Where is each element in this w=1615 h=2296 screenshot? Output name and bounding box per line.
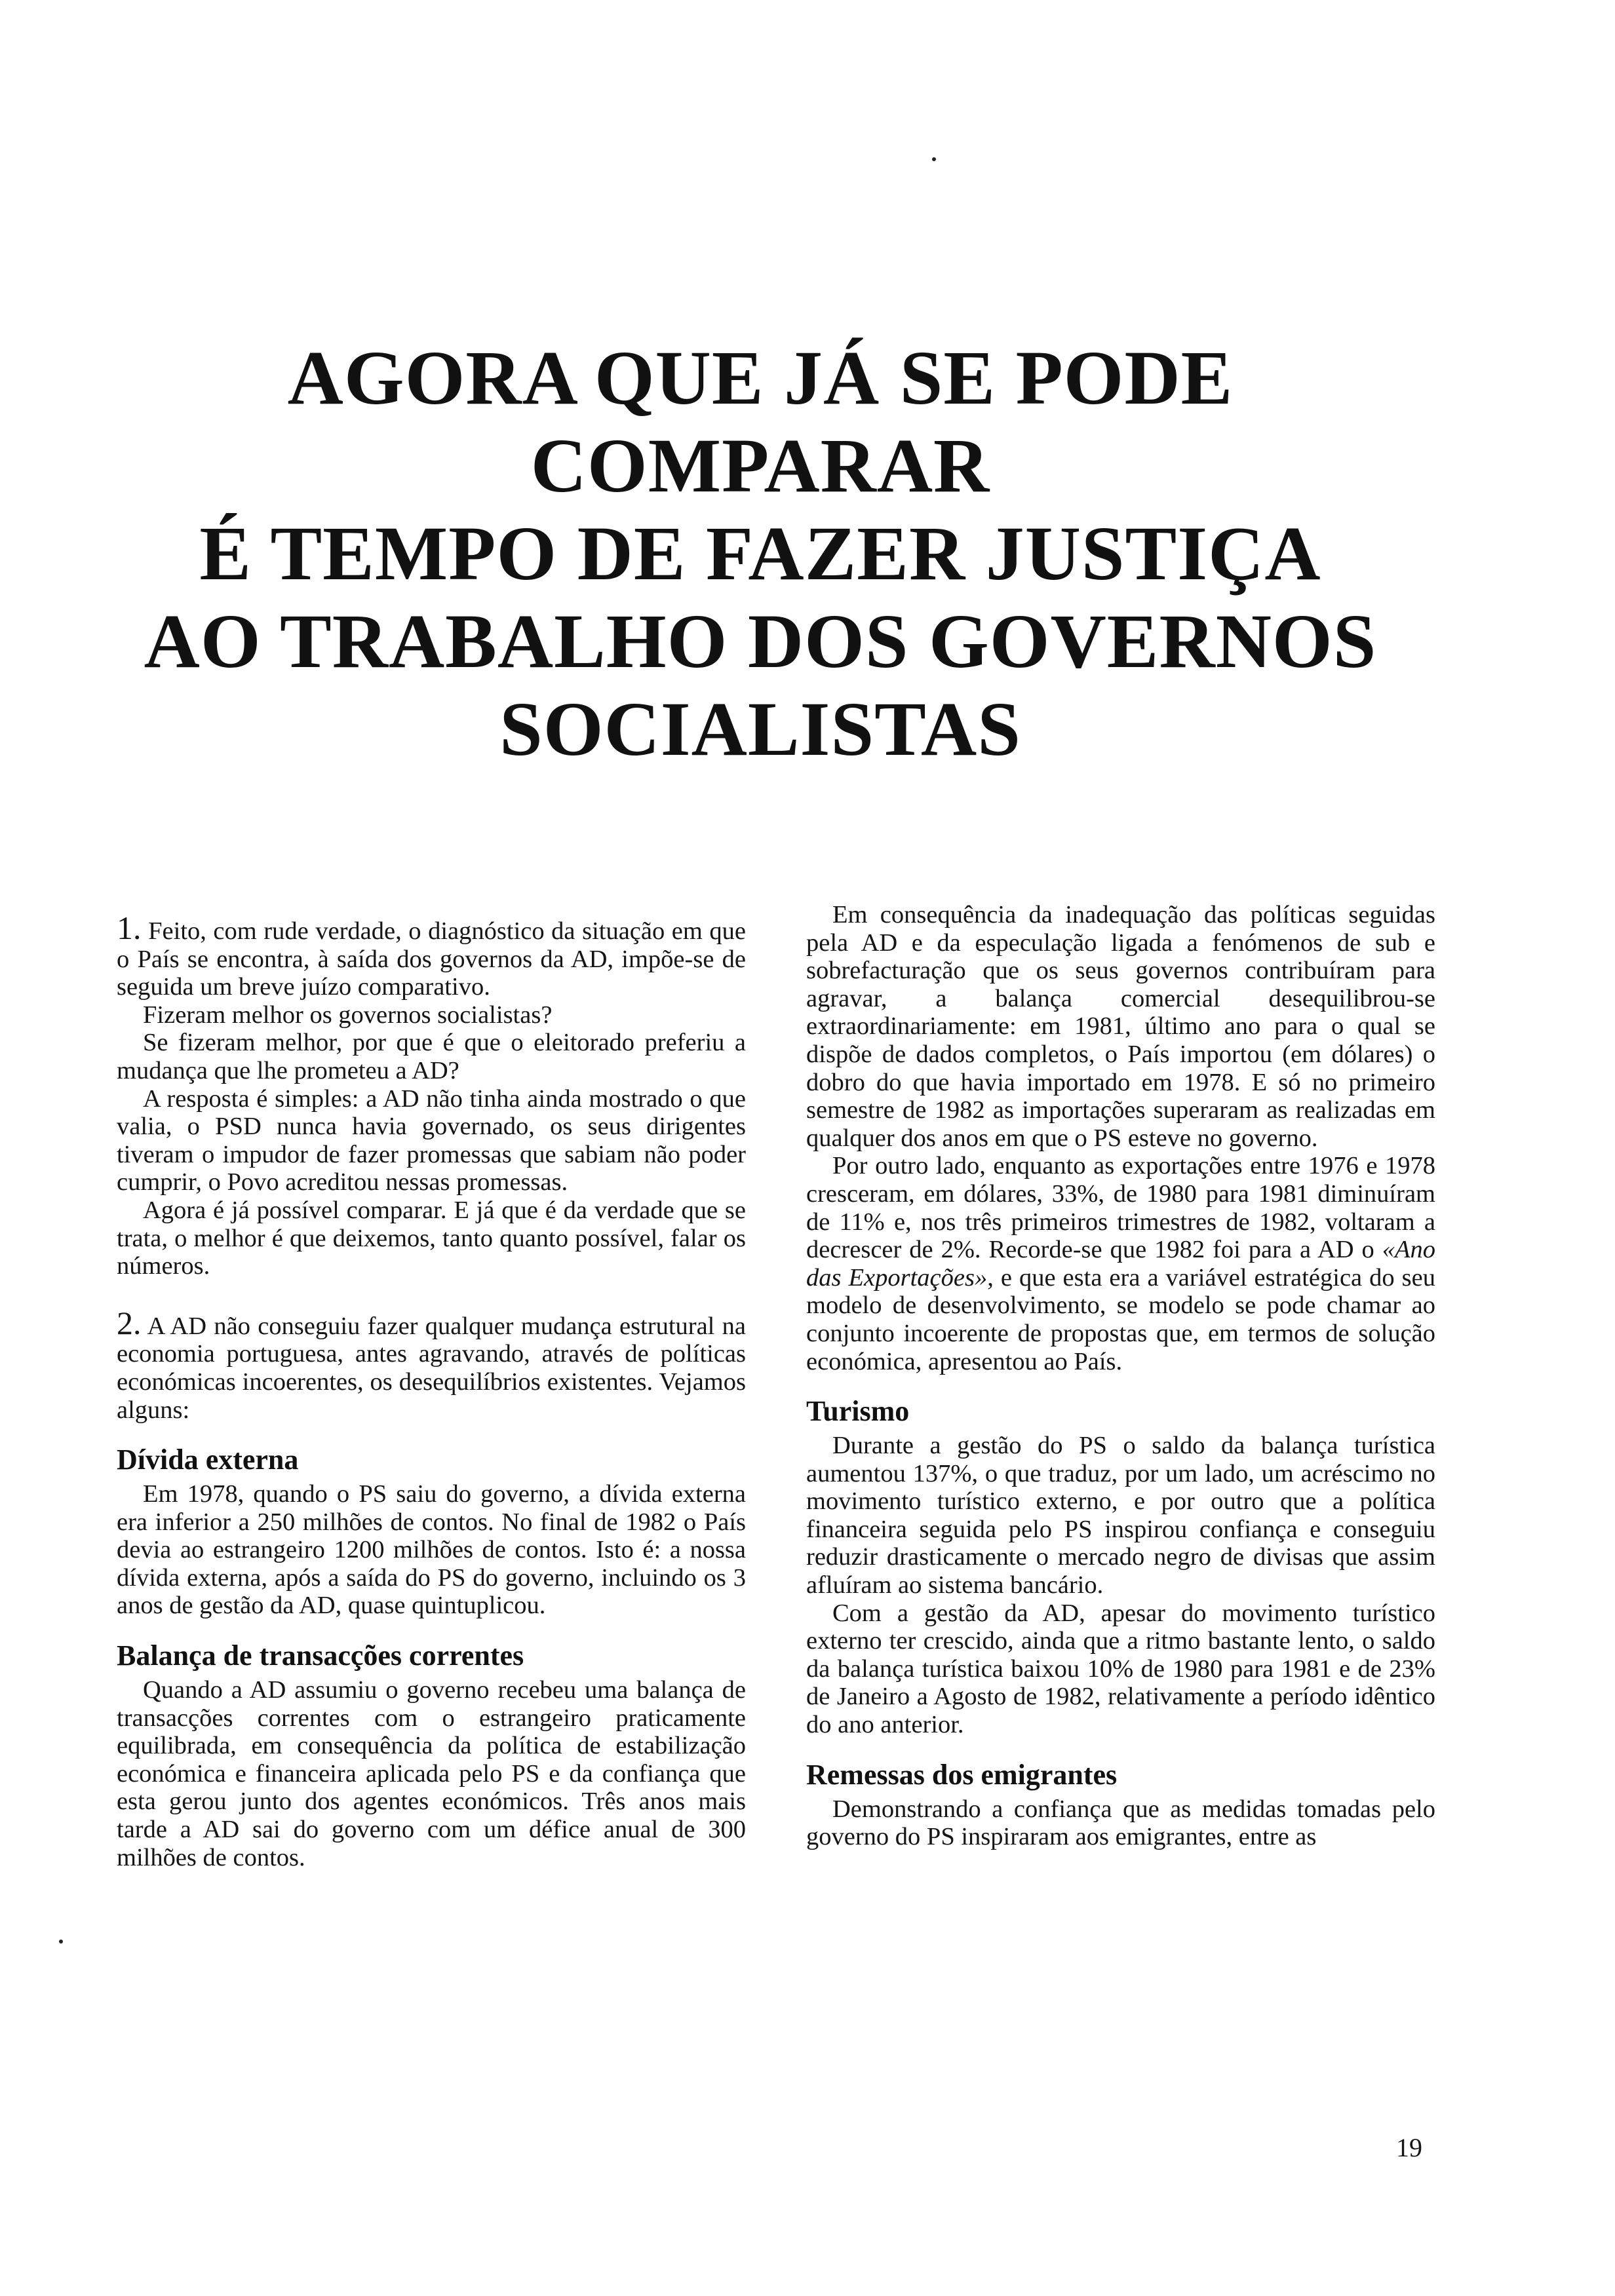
heading-divida-externa: Dívida externa bbox=[117, 1444, 299, 1476]
heading-turismo: Turismo bbox=[806, 1395, 910, 1428]
turismo-paragraph-2: Com a gestão da AD, apesar do movimento turístico externo ter crescido, ainda que a ritmo bastante lento, o saldo da balança turística baixou 10% de 1980 para 1981 e de 23% de Janeiro a Agosto de 1982, relativamente a período idêntico do ano anterior. bbox=[806, 1599, 1435, 1739]
title-line: É TEMPO DE FAZER JUSTIÇA bbox=[199, 510, 1321, 596]
left-column bbox=[117, 909, 746, 1871]
section-number: 1. bbox=[117, 909, 142, 946]
section-number: 2. bbox=[117, 1304, 142, 1341]
title-line: AGORA QUE JÁ SE PODE bbox=[287, 335, 1234, 421]
section-1-paragraph-1 bbox=[117, 909, 746, 1001]
print-speck bbox=[932, 157, 936, 161]
section-2-paragraph-1 bbox=[117, 1304, 746, 1424]
turismo-paragraph-1: Durante a gestão do PS o saldo da balança turística aumentou 137%, o que traduz, por um lado, um acréscimo no movimento turístico externo, e por outro que a política financeira seguida pelo PS inspirou confiança e conseguiu reduzir drasticamente o mercado negro de divisas que assim afluíram ao sistema bancário. bbox=[806, 1432, 1435, 1599]
page-title bbox=[105, 334, 1416, 773]
remessas-paragraph: Demonstrando a confiança que as medidas tomadas pelo governo do PS inspiraram aos emigrantes, entre as bbox=[806, 1795, 1435, 1851]
print-speck bbox=[59, 1940, 63, 1943]
right-paragraph-2 bbox=[806, 1152, 1435, 1375]
title-line: AO TRABALHO DOS GOVERNOS bbox=[144, 598, 1377, 684]
divida-paragraph: Em 1978, quando o PS saiu do governo, a dívida externa era inferior a 250 milhões de contos. No final de 1982 o País devia ao estrangeiro 1200 milhões de contos. Isto é: a nossa dívida externa, após a saída do PS do governo, incluindo os 3 anos de gestão da AD, quase quintuplicou. bbox=[117, 1480, 746, 1620]
title-line: SOCIALISTAS bbox=[499, 686, 1021, 772]
heading-remessas-emigrantes: Remessas dos emigrantes bbox=[806, 1758, 1118, 1791]
section-1-paragraph-2: Fizeram melhor os governos socialistas? bbox=[143, 1001, 553, 1029]
title-line: COMPARAR bbox=[530, 423, 990, 508]
section-1-paragraph-5: Agora é já possível comparar. E já que é da verdade que se trata, o melhor é que deixemos, tanto quanto possível, falar os números. bbox=[117, 1196, 746, 1280]
balanca-paragraph: Quando a AD assumiu o governo recebeu uma balança de transacções correntes com o estrangeiro praticamente equilibrada, em consequência da política de estabilização económica e financeira aplicada pelo PS e da confiança que esta gerou junto dos agentes económicos. Três anos mais tarde a AD sai do governo com um défice anual de 300 milhões de contos. bbox=[117, 1676, 746, 1871]
paragraph-text: Por outro lado, enquanto as exportações entre 1976 e 1978 cresceram, em dólares, 33%, de 1980 para 1981 diminuíram de 11% e, nos três primeiros trimestres de 1982, voltaram a decrescer de 2%. Recorde-se que 1982 foi para a AD o bbox=[806, 1152, 1435, 1264]
italic-phrase: «Ano das Exportações» bbox=[806, 1236, 1435, 1292]
heading-balanca-transaccoes: Balança de transacções correntes bbox=[117, 1639, 524, 1672]
paragraph-text: , e que esta era a variável estratégica do seu modelo de desenvolvimento, se modelo se pode chamar ao conjunto incoerente de propostas que, em termos de solução económica, apresentou ao País. bbox=[806, 1263, 1435, 1375]
page-number: 19 bbox=[1396, 2133, 1422, 2162]
section-1-paragraph-3: Se fizeram melhor, por que é que o eleitorado preferiu a mudança que lhe prometeu a AD? bbox=[117, 1029, 746, 1084]
paragraph-text: A AD não conseguiu fazer qualquer mudança estrutural na economia portuguesa, antes agravando, através de políticas económicas incoerentes, os desequilíbrios existentes. Vejamos alguns: bbox=[117, 1312, 746, 1424]
section-1-paragraph-4: A resposta é simples: a AD não tinha ainda mostrado o que valia, o PSD nunca havia governado, os seus dirigentes tiveram o impudor de fazer promessas que sabiam não poder cumprir, o Povo acreditou nessas promessas. bbox=[117, 1084, 746, 1196]
right-paragraph-1: Em consequência da inadequação das políticas seguidas pela AD e da especulação ligada a fenómenos de sub e sobrefacturação que os seus governos contribuíram para agravar, a balança comercial desequilibrou-se extraordinariamente: em 1981, último ano para o qual se dispõe de dados completos, o País importou (em dólares) o dobro do que havia importado em 1978. E só no primeiro semestre de 1982 as importações superaram as realizadas em qualquer dos anos em que o PS esteve no governo. bbox=[806, 901, 1435, 1152]
paragraph-text: Feito, com rude verdade, o diagnóstico da situação em que o País se encontra, à saída dos governos da AD, impõe-se de seguida um breve juízo comparativo. bbox=[117, 917, 746, 1001]
right-column bbox=[806, 901, 1435, 1851]
